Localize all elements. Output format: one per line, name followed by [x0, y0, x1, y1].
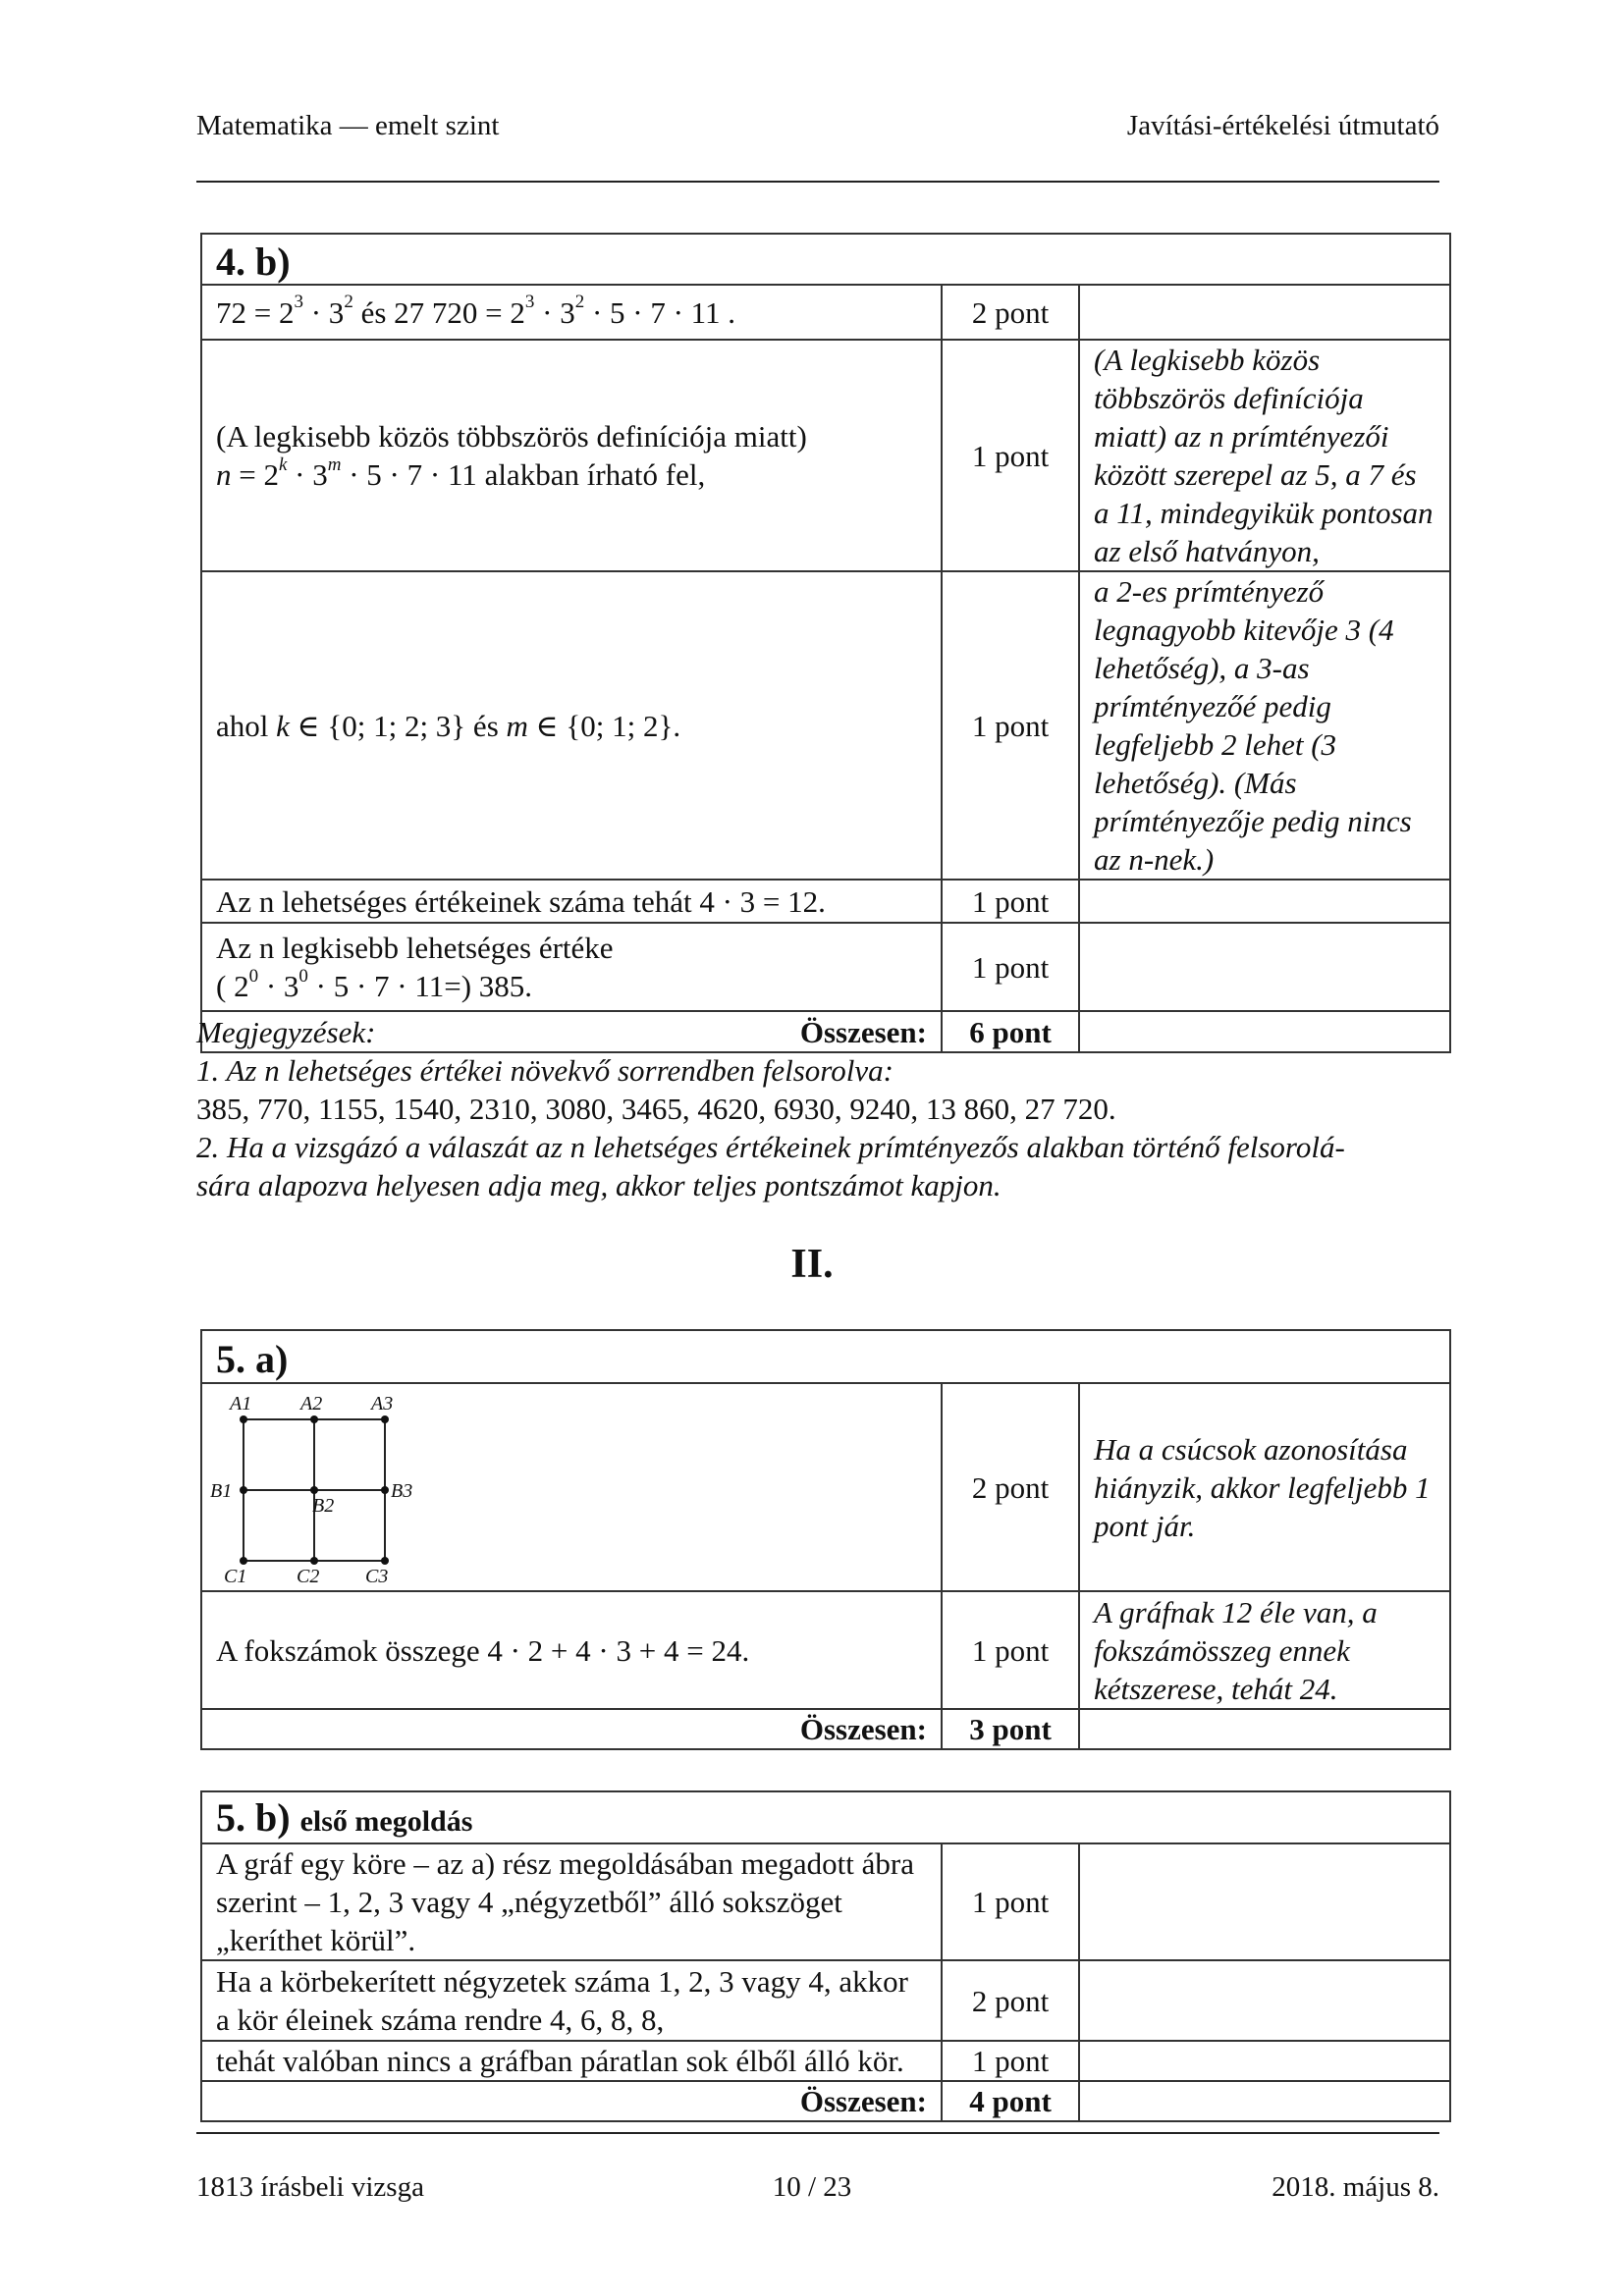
task-5b-row2-points: 2 pont — [942, 1960, 1079, 2041]
task-4b-row1-text: $72 = 2^3 \cdot 3^2$ és 27 $720 = 2^3 \cdot 3^2 \cdot 5 \cdot 7 \cdot 11$ . — [201, 285, 942, 340]
vertex-b3 — [381, 1486, 389, 1494]
label-a1: A1 — [230, 1393, 252, 1415]
task-5b-row1-points: 1 pont — [942, 1843, 1079, 1960]
task-4b-row3-points: 1 pont — [942, 571, 1079, 880]
remark-2b: sára alapozva helyesen adja meg, akkor teljes pontszámot kapjon. — [196, 1168, 1001, 1202]
vertex-a1 — [240, 1415, 247, 1423]
task-4b-total-points: 6 pont — [942, 1011, 1079, 1052]
task-5a-row1-note: Ha a csúcsok azonosítása hiányzik, akkor legfeljebb 1 pont jár. — [1079, 1383, 1450, 1591]
task-5b-total-label: Összesen: — [201, 2081, 942, 2121]
task-5a-row2-text: A fokszámok összege 4 · 2 + 4 · 3 + 4 = 24. — [201, 1591, 942, 1709]
task-4b-row5-text: Az n legkisebb lehetséges értéke ( $2^0 \cdot 3^0 \cdot 5 \cdot 7 \cdot 11=$) 385. — [201, 923, 942, 1011]
label-a2: A2 — [300, 1393, 323, 1415]
task-5b-row1-text: A gráf egy köre – az a) rész megoldásában megadott ábra szerint – 1, 2, 3 vagy 4 „négyzetből” álló sokszöget „keríthet körül”. — [201, 1843, 942, 1960]
task-4b-row1-note — [1079, 285, 1450, 340]
task-4b-row5-points: 1 pont — [942, 923, 1079, 1011]
label-b2: B2 — [312, 1495, 335, 1517]
task-5a-row2-points: 1 pont — [942, 1591, 1079, 1709]
vertex-a2 — [310, 1415, 318, 1423]
header-right: Javítási-értékelési útmutató — [1126, 110, 1439, 141]
remarks-title: Megjegyzések: — [196, 1015, 376, 1049]
task-4b-table — [200, 233, 1451, 1053]
task-4b-row4-text: Az n lehetséges értékeinek száma tehát 4 · 3 = 12. — [201, 880, 942, 923]
footer-page-number: 10 / 23 — [772, 2171, 852, 2203]
task-5a-total-points: 3 pont — [942, 1709, 1079, 1749]
remark-1-values: 385, 770, 1155, 1540, 2310, 3080, 3465, 4620, 6930, 9240, 13 860, 27 720. — [196, 1092, 1116, 1126]
footer-left: 1813 írásbeli vizsga — [196, 2171, 424, 2203]
task-4b-row3-text: ahol k ∈ {0; 1; 2; 3} és m ∈ {0; 1; 2}. — [201, 571, 942, 880]
label-b1: B1 — [210, 1480, 233, 1502]
task-4b-row1-points: 2 pont — [942, 285, 1079, 340]
label-c1: C1 — [224, 1566, 247, 1587]
label-a3: A3 — [371, 1393, 394, 1415]
task-5a-title: 5. a) — [201, 1330, 1450, 1383]
task-5a-row1-points: 2 pont — [942, 1383, 1079, 1591]
task-5b-row3-text: tehát valóban nincs a gráfban páratlan sok élből álló kör. — [201, 2041, 942, 2081]
task-4b-total-label: Összesen: — [201, 1011, 942, 1052]
task-4b-row3-note: a 2-es prímtényező legnagyobb kitevője 3 (4 lehetőség), a 3-as prímtényezőé pedig legfeljebb 2 lehet (3 lehetőség). (Más prímtényezője pedig nincs az n-nek.) — [1079, 571, 1450, 880]
task-5b-row2-text: Ha a körbekerített négyzetek száma 1, 2, 3 vagy 4, akkor a kör éleinek száma rendre 4, 6, 8, 8, — [201, 1960, 942, 2041]
task-4b-title: 4. b) — [201, 234, 1450, 285]
remarks — [196, 1013, 1453, 1204]
graph-figure — [202, 1384, 497, 1590]
task-4b-row4-points: 1 pont — [942, 880, 1079, 923]
section-title: II. — [790, 1242, 834, 1287]
task-4b-row2-note: (A legkisebb közös többszörös definíciója miatt) az n prímtényezői között szerepel az 5, a 7 és a 11, mindegyikük pontosan az első hatványon, — [1079, 340, 1450, 571]
task-5a-graph-cell — [201, 1383, 942, 1591]
footer-right: 2018. május 8. — [1272, 2171, 1439, 2203]
vertex-c1 — [240, 1557, 247, 1565]
remark-2a: 2. Ha a vizsgázó a válaszát az n lehetséges értékeinek prímtényezős alakban történő felsorolá- — [196, 1130, 1345, 1164]
header-rule — [196, 181, 1439, 183]
task-5b-subtitle: első megoldás — [299, 1805, 473, 1838]
vertex-b1 — [240, 1486, 247, 1494]
header-left: Matematika — emelt szint — [196, 110, 500, 141]
label-c2: C2 — [297, 1566, 320, 1587]
task-5b-title: 5. b) első megoldás — [201, 1791, 1450, 1843]
task-4b-row2-text: (A legkisebb közös többszörös definíciója miatt) $n = 2^k \cdot 3^m \cdot 5 \cdot 7 \cdot 11$ alakban írható fel, — [201, 340, 942, 571]
footer-rule — [196, 2132, 1439, 2134]
remark-1: 1. Az n lehetséges értékei növekvő sorrendben felsorolva: — [196, 1053, 893, 1088]
label-c3: C3 — [365, 1566, 389, 1587]
label-b3: B3 — [391, 1480, 413, 1502]
vertex-c3 — [381, 1557, 389, 1565]
vertex-a3 — [381, 1415, 389, 1423]
task-5b-table — [200, 1790, 1451, 2122]
task-5b-total-points: 4 pont — [942, 2081, 1079, 2121]
task-5b-row3-points: 1 pont — [942, 2041, 1079, 2081]
vertex-b2 — [310, 1486, 318, 1494]
task-5a-table — [200, 1329, 1451, 1750]
task-4b-row2-points: 1 pont — [942, 340, 1079, 571]
vertex-c2 — [310, 1557, 318, 1565]
task-5a-total-label: Összesen: — [201, 1709, 942, 1749]
task-5a-row2-note: A gráfnak 12 éle van, a fokszámösszeg ennek kétszerese, tehát 24. — [1079, 1591, 1450, 1709]
